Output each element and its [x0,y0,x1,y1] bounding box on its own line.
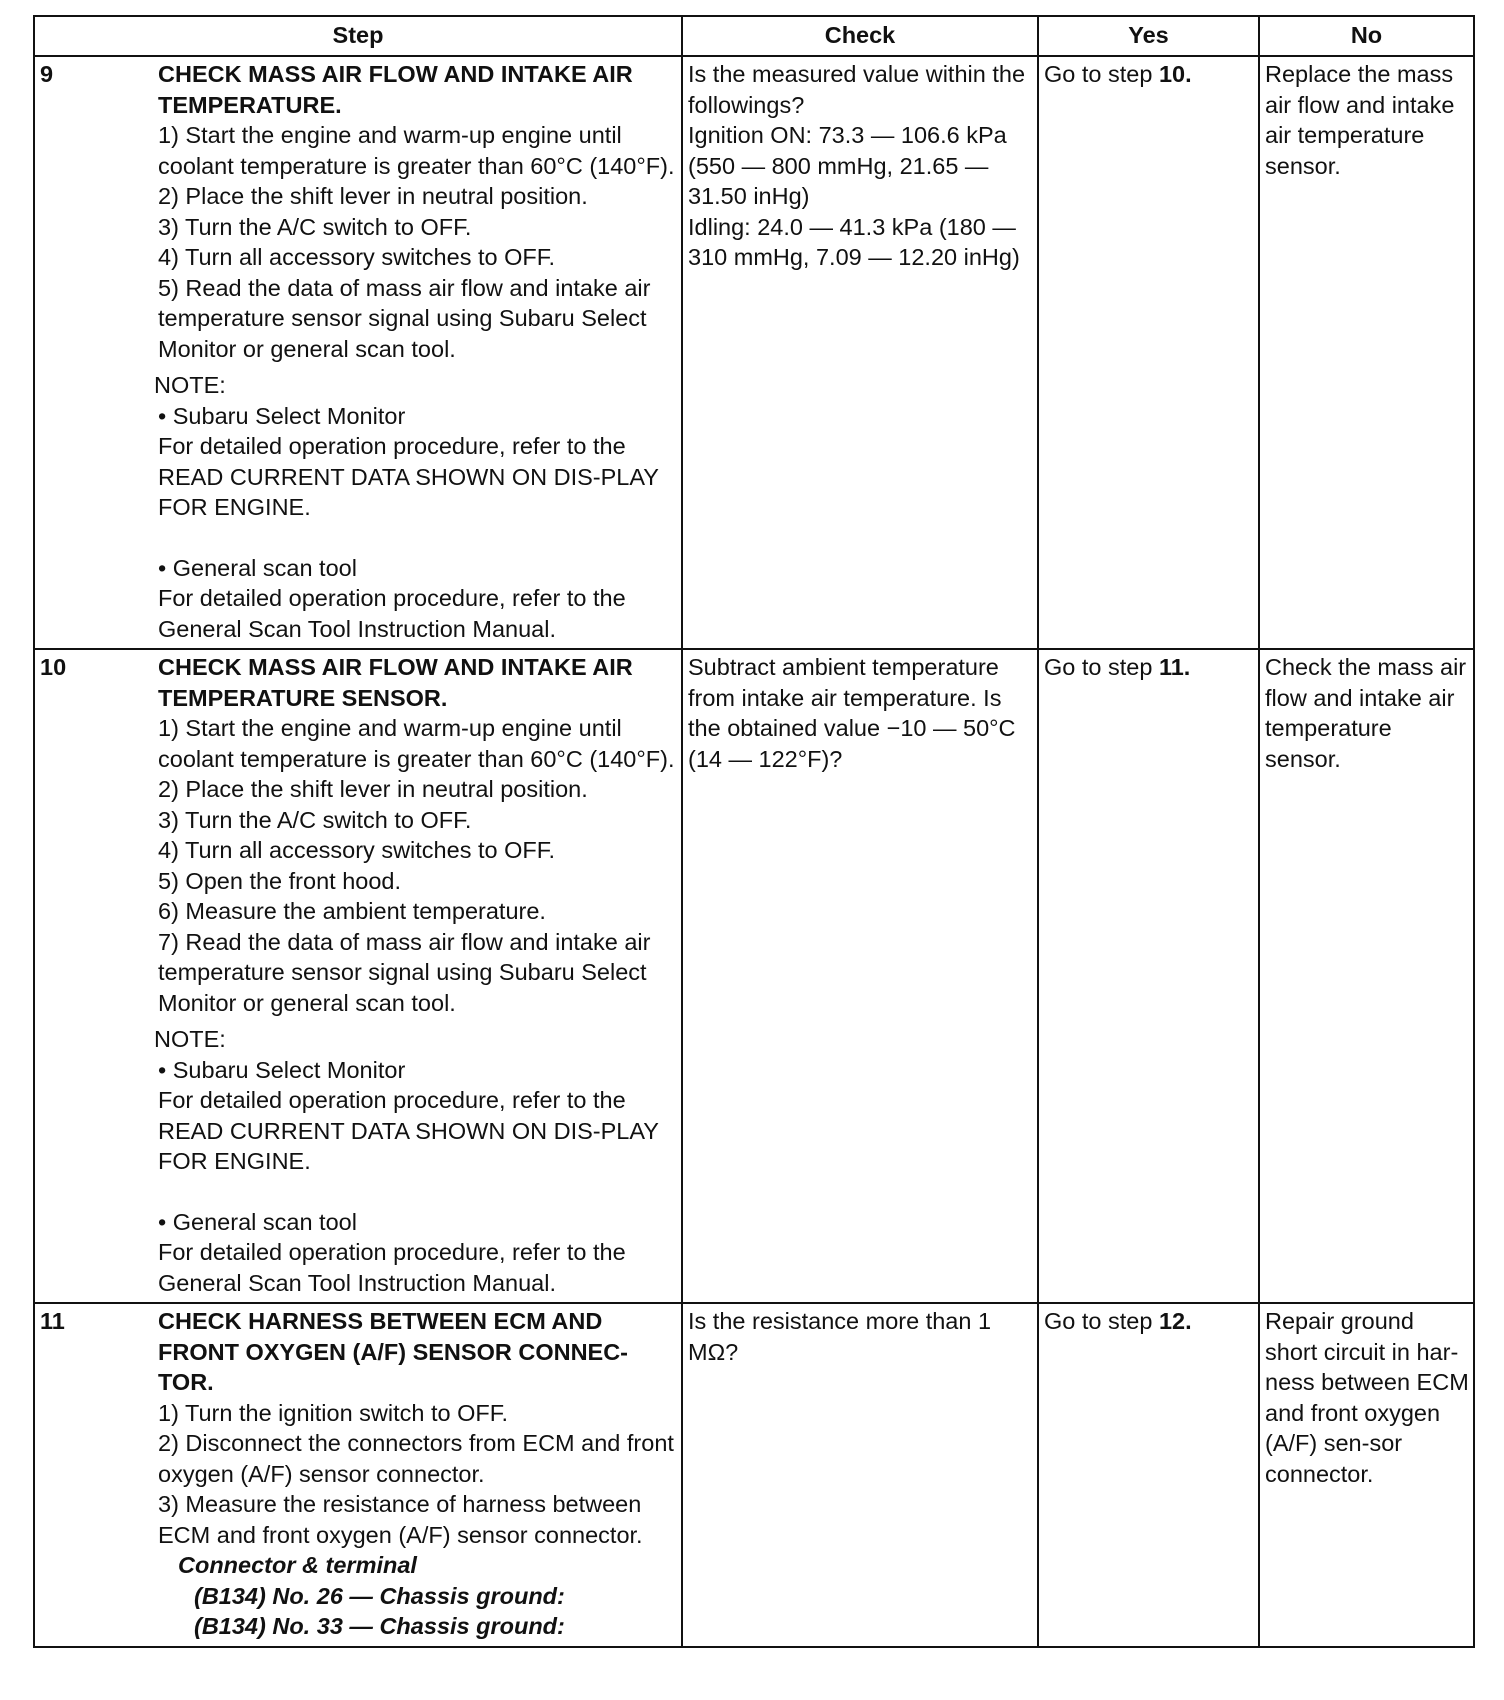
header-yes: Yes [1038,16,1259,56]
check-cell [682,56,1038,649]
check-text: Subtract ambient temperature from intake air temperature. Is the obtained value −10 — 50°C (14 — 122°F)? [688,654,1016,772]
yes-cell [1038,56,1259,649]
step-instruction: 1) Turn the ignition switch to OFF. [158,1399,509,1426]
step-instruction: 1) Start the engine and warm-up engine until coolant temperature is greater than 60°C (140°F). [158,715,675,772]
header-no: No [1259,16,1474,56]
check-text: Ignition ON: 73.3 — 106.6 kPa (550 — 800 mmHg, 21.65 — 31.50 inHg) [688,122,1007,209]
yes-cell [1038,649,1259,1303]
check-text: Idling: 24.0 — 41.3 kPa (180 — 310 mmHg, 7.09 — 12.20 inHg) [688,213,1020,270]
step-instruction: 2) Disconnect the connectors from ECM and front oxygen (A/F) sensor connector. [158,1430,674,1487]
step-instruction: 7) Read the data of mass air flow and intake air temperature sensor signal using Subaru Select Monitor or general scan tool. [158,928,651,1016]
note-item: • Subaru Select Monitor [158,402,406,429]
header-row [34,16,1474,56]
step-reference: 12. [1158,1308,1192,1334]
step-instruction: 3) Turn the A/C switch to OFF. [158,213,472,240]
yes-text: Go to step [1044,61,1159,87]
header-check: Check [682,16,1038,56]
step-instruction: 4) Turn all accessory switches to OFF. [158,837,556,863]
note-label: NOTE: [154,372,226,398]
diagnostic-table [33,15,1475,1648]
step-cell [34,649,682,1303]
note-text: For detailed operation procedure, refer to the General Scan Tool Instruction Manual. [158,585,626,642]
step-reference: 11. [1158,654,1191,680]
table-row [34,1303,1474,1647]
note-text: For detailed operation procedure, refer to the General Scan Tool Instruction Manual. [158,1239,626,1296]
step-number: 11 [40,1308,65,1334]
step-reference: 10. [1158,61,1192,87]
step-instruction: 4) Turn all accessory switches to OFF. [158,244,556,270]
note-label: NOTE: [154,1026,226,1052]
table-row [34,56,1474,649]
step-instruction: 2) Place the shift lever in neutral position. [158,776,588,802]
step-instruction: 2) Place the shift lever in neutral position. [158,183,588,209]
connector-terminal: (B134) No. 26 — Chassis ground: [194,1582,565,1609]
step-instruction: 1) Start the engine and warm-up engine until coolant temperature is greater than 60°C (140°F). [158,122,675,179]
note-item: • General scan tool [158,1208,357,1235]
no-cell: Repair ground short circuit in har-ness between ECM and front oxygen (A/F) sen-sor connector. [1259,1303,1474,1647]
step-number: 10 [40,654,67,680]
table-row [34,649,1474,1303]
check-text: Is the resistance more than 1 MΩ? [688,1308,992,1365]
step-number: 9 [40,61,54,87]
step-instruction: 5) Read the data of mass air flow and intake air temperature sensor signal using Subaru Select Monitor or general scan tool. [158,274,651,362]
check-text: Is the measured value within the followings? [688,61,1026,118]
step-title: CHECK HARNESS BETWEEN ECM AND FRONT OXYGEN (A/F) SENSOR CONNEC-TOR. [158,1308,629,1395]
check-cell [682,1303,1038,1647]
header-step: Step [34,16,682,56]
yes-text: Go to step [1044,654,1159,680]
note-text: For detailed operation procedure, refer to the READ CURRENT DATA SHOWN ON DIS-PLAY FOR ENGINE. [158,433,659,520]
no-cell: Check the mass air flow and intake air temperature sensor. [1259,649,1474,1303]
yes-cell [1038,1303,1259,1647]
step-instruction: 6) Measure the ambient temperature. [158,898,546,924]
step-cell [34,1303,682,1647]
no-cell: Replace the mass air flow and intake air temperature sensor. [1259,56,1474,649]
connector-label: Connector & terminal [178,1552,417,1578]
yes-text: Go to step [1044,1308,1159,1334]
step-title: CHECK MASS AIR FLOW AND INTAKE AIR TEMPERATURE. [158,61,633,118]
step-cell [34,56,682,649]
note-text: For detailed operation procedure, refer to the READ CURRENT DATA SHOWN ON DIS-PLAY FOR ENGINE. [158,1087,659,1174]
connector-terminal: (B134) No. 33 — Chassis ground: [194,1613,565,1639]
note-item: • Subaru Select Monitor [158,1056,406,1083]
step-title: CHECK MASS AIR FLOW AND INTAKE AIR TEMPERATURE SENSOR. [158,654,633,711]
step-instruction: 3) Measure the resistance of harness between ECM and front oxygen (A/F) sensor connector. [158,1491,643,1548]
step-instruction: 5) Open the front hood. [158,867,401,894]
note-item: • General scan tool [158,554,357,581]
check-cell [682,649,1038,1303]
step-instruction: 3) Turn the A/C switch to OFF. [158,806,472,833]
